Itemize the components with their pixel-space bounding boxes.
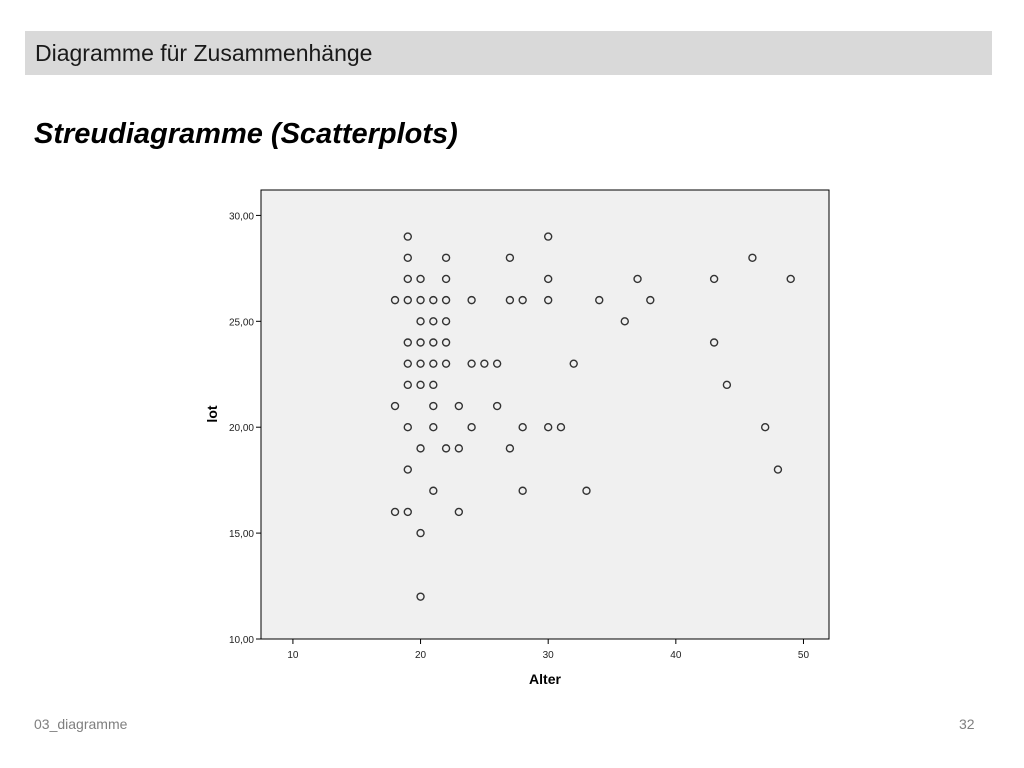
plot-area [261, 190, 829, 639]
slide-subtitle: Streudiagramme (Scatterplots) [34, 118, 458, 150]
footer-filename: 03_diagramme [34, 716, 128, 732]
x-tick-label: 50 [797, 650, 810, 661]
x-axis [287, 639, 809, 661]
x-tick-label: 20 [414, 650, 427, 661]
x-tick-label: 30 [542, 650, 554, 661]
y-axis-title: lot [204, 405, 220, 423]
x-tick-label: 40 [670, 650, 682, 661]
y-tick-label: 15,00 [228, 529, 254, 541]
y-tick-label: 20,00 [228, 423, 254, 435]
x-axis-title: Alter [529, 671, 561, 687]
y-tick-label: 10,00 [228, 635, 254, 646]
y-tick-label: 30,00 [228, 211, 254, 223]
y-tick-label: 25,00 [228, 317, 254, 329]
page-number: 32 [959, 716, 975, 732]
y-axis [229, 211, 261, 646]
x-tick-label: 10 [287, 650, 299, 661]
slide-section-title: Diagramme für Zusammenhänge [35, 40, 373, 66]
